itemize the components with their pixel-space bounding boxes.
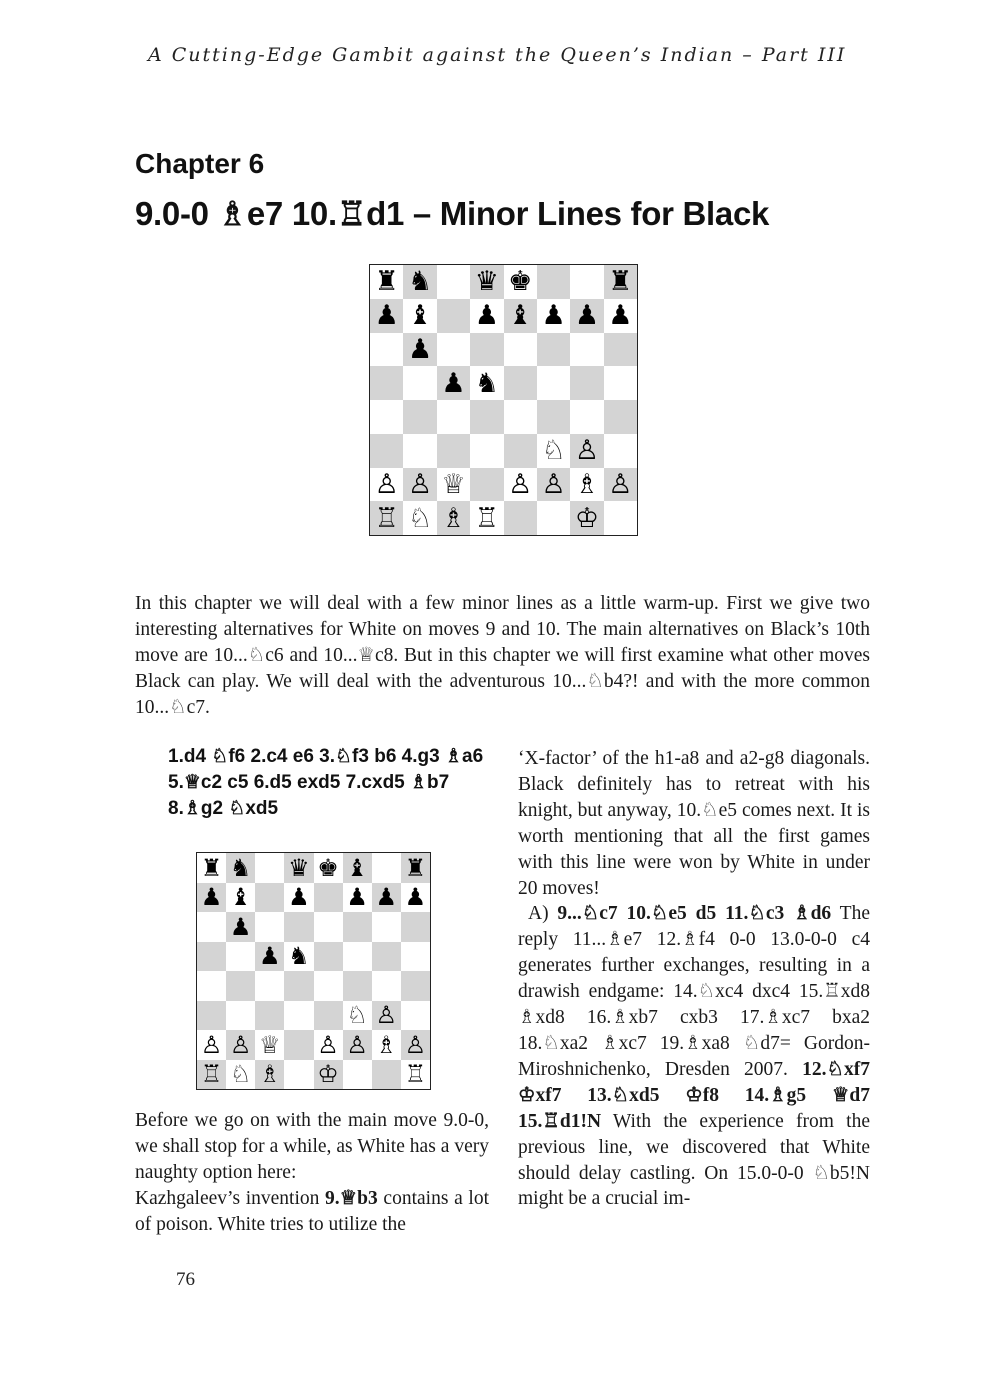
square-b5	[403, 366, 436, 400]
square-f3: ♘	[537, 434, 570, 468]
square-g7: ♟	[372, 883, 401, 913]
square-g6	[372, 912, 401, 942]
square-a2: ♙	[197, 1030, 226, 1060]
variation-text-1: The reply 11...♗e7 12.♗f4 0-0 13.0-0-0 c4 generates further exchanges, resulting in a drawish endgame: 14.♘xc4 dxc4 15.♖xd8 ♗xd8 16.♗xb7 cxb3 17.♗xc7 bxa2 18.♘xa2 ♗xc7 19.♗xa8 ♘d7= Gordon-Miroshnichenko, Dresden 2007.	[518, 903, 870, 1080]
right-column-text	[518, 746, 870, 1212]
square-g8	[372, 853, 401, 883]
square-g3: ♙	[372, 1001, 401, 1031]
square-c6	[437, 333, 470, 367]
square-e1: ♔	[314, 1060, 343, 1090]
square-f6	[343, 912, 372, 942]
square-a1: ♖	[370, 501, 403, 535]
square-e4	[314, 971, 343, 1001]
square-b2: ♙	[226, 1030, 255, 1060]
square-g2: ♗	[570, 468, 603, 502]
square-a8: ♜	[197, 853, 226, 883]
square-a5	[197, 942, 226, 972]
square-h1: ♖	[401, 1060, 430, 1090]
square-c6	[255, 912, 284, 942]
square-h8: ♜	[401, 853, 430, 883]
square-d2	[284, 1030, 313, 1060]
square-a8: ♜	[370, 265, 403, 299]
square-c4	[437, 400, 470, 434]
square-h4	[401, 971, 430, 1001]
square-a7: ♟	[197, 883, 226, 913]
chess-diagram-2	[196, 852, 431, 1090]
square-h6	[401, 912, 430, 942]
square-e5	[314, 942, 343, 972]
square-f8	[537, 265, 570, 299]
square-a2: ♙	[370, 468, 403, 502]
square-d8: ♛	[470, 265, 503, 299]
square-b6: ♟	[403, 333, 436, 367]
square-e4	[504, 400, 537, 434]
square-c2: ♕	[437, 468, 470, 502]
left-paragraph-2	[135, 1186, 489, 1238]
square-e5	[504, 366, 537, 400]
square-d4	[470, 400, 503, 434]
square-a3	[370, 434, 403, 468]
square-g4	[372, 971, 401, 1001]
square-h3	[401, 1001, 430, 1031]
square-a3	[197, 1001, 226, 1031]
square-d7: ♟	[284, 883, 313, 913]
square-c2: ♕	[255, 1030, 284, 1060]
square-c3	[255, 1001, 284, 1031]
square-g2: ♗	[372, 1030, 401, 1060]
square-f7: ♟	[537, 299, 570, 333]
square-d8: ♛	[284, 853, 313, 883]
square-c8	[437, 265, 470, 299]
square-g1	[372, 1060, 401, 1090]
main-line-moves: 1.d4 ♘f6 2.c4 e6 3.♘f3 b6 4.g3 ♗a6 5.♕c2 c5 6.d5 exd5 7.cxd5 ♗b7 8.♗g2 ♘xd5	[168, 746, 484, 819]
square-f4	[537, 400, 570, 434]
square-g5	[570, 366, 603, 400]
square-e2: ♙	[504, 468, 537, 502]
running-head: A Cutting-Edge Gambit against the Queen’s Indian – Part III	[148, 44, 847, 66]
square-h7: ♟	[401, 883, 430, 913]
left-paragraph-1: Before we go on with the main move 9.0-0, we shall stop for a while, as White has a very naughty option here:	[135, 1110, 489, 1183]
variation-text-2: With the experience from the previous line, we discovered that White should delay castling. On 15.0-0-0 ♘b5!N might be a crucial im-	[518, 1110, 870, 1210]
square-b3	[403, 434, 436, 468]
square-g7: ♟	[570, 299, 603, 333]
square-a6	[370, 333, 403, 367]
square-h2: ♙	[401, 1030, 430, 1060]
square-e6	[314, 912, 343, 942]
square-c1: ♗	[255, 1060, 284, 1090]
intro-paragraph	[135, 591, 870, 721]
chapter-label: Chapter 6	[135, 148, 265, 179]
square-f8: ♝	[343, 853, 372, 883]
square-h5	[604, 366, 637, 400]
square-c5: ♟	[255, 942, 284, 972]
square-d6	[470, 333, 503, 367]
square-b8: ♞	[403, 265, 436, 299]
square-d6	[284, 912, 313, 942]
square-d5: ♞	[470, 366, 503, 400]
square-h6	[604, 333, 637, 367]
square-c1: ♗	[437, 501, 470, 535]
square-e7	[314, 883, 343, 913]
square-b6: ♟	[226, 912, 255, 942]
square-b2: ♙	[403, 468, 436, 502]
square-h2: ♙	[604, 468, 637, 502]
left-p2-text-b: contains a lot of poison. White tries to utilize the	[135, 1187, 489, 1235]
square-e8: ♚	[504, 265, 537, 299]
square-d3	[284, 1001, 313, 1031]
square-e3	[504, 434, 537, 468]
square-d3	[470, 434, 503, 468]
square-d1	[284, 1060, 313, 1090]
square-c3	[437, 434, 470, 468]
square-b4	[226, 971, 255, 1001]
square-c7	[437, 299, 470, 333]
square-f4	[343, 971, 372, 1001]
square-c7	[255, 883, 284, 913]
square-d2	[470, 468, 503, 502]
square-b7: ♝	[403, 299, 436, 333]
square-f3: ♘	[343, 1001, 372, 1031]
square-b1: ♘	[226, 1060, 255, 1090]
variation-moves-1: 9...♘c7 10.♘e5 d5 11.♘c3 ♗d6	[557, 903, 832, 925]
square-a5	[370, 366, 403, 400]
square-f6	[537, 333, 570, 367]
square-d1: ♖	[470, 501, 503, 535]
square-c8	[255, 853, 284, 883]
page-number: 76	[176, 1269, 195, 1290]
square-e3	[314, 1001, 343, 1031]
square-h3	[604, 434, 637, 468]
square-g1: ♔	[570, 501, 603, 535]
right-paragraph-2	[518, 901, 870, 1212]
square-f1	[343, 1060, 372, 1090]
square-a4	[197, 971, 226, 1001]
right-paragraph-1: ‘X-factor’ of the h1-a8 and a2-g8 diagonals. Black definitely has to retreat with his knight, but anyway, 10.♘e5 comes next. It is worth mentioning that all the first games with this line were won by White in under 20 moves!	[518, 748, 870, 899]
chapter-title: 9.0-0 ♗e7 10.♖d1 – Minor Lines for Black	[135, 195, 770, 232]
square-f2: ♙	[537, 468, 570, 502]
square-g5	[372, 942, 401, 972]
intro-text: In this chapter we will deal with a few minor lines as a little warm-up. First we give two interesting alternatives for White on moves 9 and 10. The main alternatives on Black’s 10th move are 10...♘c6 and 10...♕c8. But in this chapter we will first examine what other moves Black can play. We will deal with the adventurous 10...♘b4?! and with the more common 10...♘c7.	[135, 593, 870, 718]
square-b3	[226, 1001, 255, 1031]
left-p2-move: 9.♕b3	[325, 1187, 378, 1209]
square-e1	[504, 501, 537, 535]
square-f1	[537, 501, 570, 535]
square-f7: ♟	[343, 883, 372, 913]
square-e6	[504, 333, 537, 367]
square-c5: ♟	[437, 366, 470, 400]
square-d7: ♟	[470, 299, 503, 333]
square-f5	[343, 942, 372, 972]
square-d5: ♞	[284, 942, 313, 972]
left-p2-text-a: Kazhgaleev’s invention	[135, 1187, 326, 1209]
variation-label: A)	[528, 903, 558, 925]
square-b8: ♞	[226, 853, 255, 883]
square-h4	[604, 400, 637, 434]
square-g4	[570, 400, 603, 434]
square-e7: ♝	[504, 299, 537, 333]
square-f5	[537, 366, 570, 400]
square-a7: ♟	[370, 299, 403, 333]
square-b7: ♝	[226, 883, 255, 913]
square-c4	[255, 971, 284, 1001]
variation-moves-2: 12.♘xf7 ♔xf7 13.♘xd5 ♔f8 14.♗g5 ♕d7 15.♖d1!N	[518, 1058, 870, 1132]
square-g8	[570, 265, 603, 299]
square-a6	[197, 912, 226, 942]
square-b4	[403, 400, 436, 434]
left-column-text	[135, 1108, 489, 1238]
square-g6	[570, 333, 603, 367]
square-a1: ♖	[197, 1060, 226, 1090]
square-b1: ♘	[403, 501, 436, 535]
square-b5	[226, 942, 255, 972]
chess-diagram-1	[369, 264, 638, 536]
square-h5	[401, 942, 430, 972]
square-a4	[370, 400, 403, 434]
square-g3: ♙	[570, 434, 603, 468]
square-h7: ♟	[604, 299, 637, 333]
square-h1	[604, 501, 637, 535]
square-e2: ♙	[314, 1030, 343, 1060]
square-h8: ♜	[604, 265, 637, 299]
square-e8: ♚	[314, 853, 343, 883]
square-f2: ♙	[343, 1030, 372, 1060]
square-d4	[284, 971, 313, 1001]
